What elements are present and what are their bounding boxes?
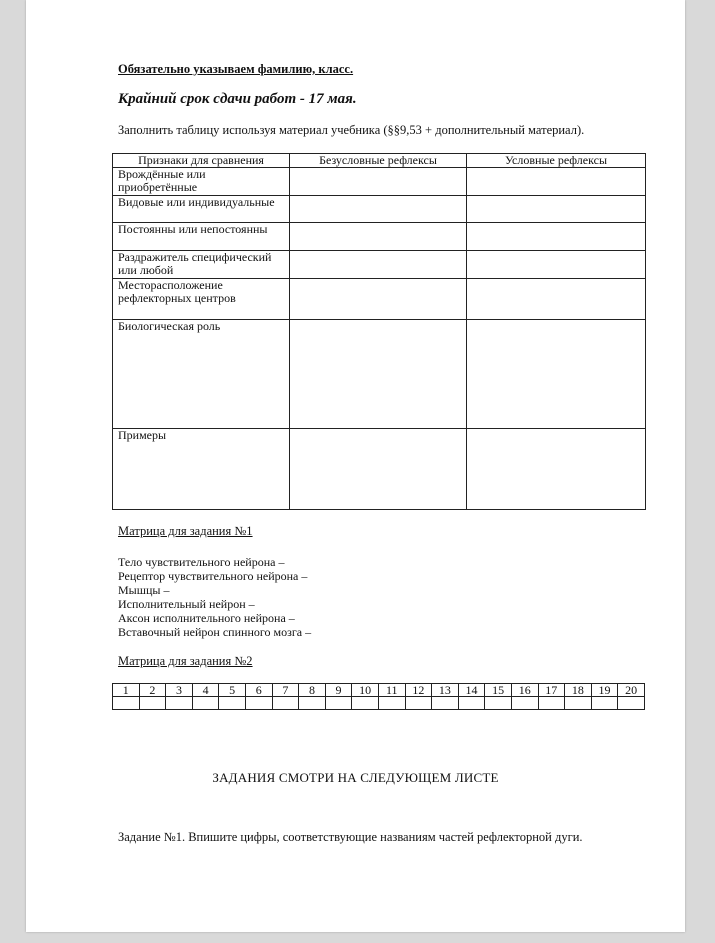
row-label: Постоянны или непостоянны bbox=[113, 223, 290, 251]
required-note: Обязательно указываем фамилию, класс. bbox=[118, 62, 354, 76]
grid-number: 7 bbox=[272, 684, 299, 697]
grid-answer-cell[interactable] bbox=[139, 697, 166, 710]
answer-cell[interactable] bbox=[290, 196, 467, 223]
row-label: Видовые или индивидуальные bbox=[113, 196, 290, 223]
list-item: Мышцы – bbox=[118, 583, 170, 597]
row-label: Примеры bbox=[113, 429, 290, 510]
answer-cell[interactable] bbox=[290, 251, 467, 279]
grid-answer-cell[interactable] bbox=[618, 697, 645, 710]
grid-answer-cell[interactable] bbox=[192, 697, 219, 710]
list-item: Вставочный нейрон спинного мозга – bbox=[118, 625, 312, 639]
table-row bbox=[113, 168, 646, 196]
table-row bbox=[113, 223, 646, 251]
answer-cell[interactable] bbox=[467, 320, 646, 429]
answer-cell[interactable] bbox=[467, 196, 646, 223]
grid-number: 14 bbox=[458, 684, 485, 697]
grid-answer-cell[interactable] bbox=[511, 697, 538, 710]
grid-answer-cell[interactable] bbox=[245, 697, 272, 710]
grid-answer-cell[interactable] bbox=[113, 697, 140, 710]
grid-answer-cell[interactable] bbox=[591, 697, 618, 710]
grid-number-row bbox=[113, 684, 645, 697]
answer-cell[interactable] bbox=[467, 429, 646, 510]
grid-number: 2 bbox=[139, 684, 166, 697]
grid-answer-cell[interactable] bbox=[538, 697, 565, 710]
answer-cell[interactable] bbox=[290, 320, 467, 429]
table-row bbox=[113, 320, 646, 429]
list-item: Рецептор чувствительного нейрона – bbox=[118, 569, 308, 583]
answer-cell[interactable] bbox=[290, 279, 467, 320]
answer-cell[interactable] bbox=[290, 223, 467, 251]
row-label: Врождённые или приобретённые bbox=[113, 168, 290, 196]
grid-number: 18 bbox=[565, 684, 592, 697]
grid-answer-cell[interactable] bbox=[405, 697, 432, 710]
grid-number: 11 bbox=[378, 684, 405, 697]
answer-cell[interactable] bbox=[467, 251, 646, 279]
answer-cell[interactable] bbox=[290, 429, 467, 510]
answer-cell[interactable] bbox=[467, 279, 646, 320]
table-row bbox=[113, 251, 646, 279]
grid-answer-cell[interactable] bbox=[299, 697, 326, 710]
table-header-row bbox=[113, 154, 646, 168]
matrix1-list bbox=[118, 555, 311, 639]
grid-number: 17 bbox=[538, 684, 565, 697]
grid-number: 20 bbox=[618, 684, 645, 697]
grid-number: 16 bbox=[511, 684, 538, 697]
grid-number: 8 bbox=[299, 684, 326, 697]
grid-number: 15 bbox=[485, 684, 512, 697]
list-item: Тело чувствительного нейрона – bbox=[118, 555, 285, 569]
answer-cell[interactable] bbox=[290, 168, 467, 196]
grid-number: 1 bbox=[113, 684, 140, 697]
answer-cell[interactable] bbox=[467, 223, 646, 251]
matrix2-title: Матрица для задания №2 bbox=[118, 654, 253, 668]
grid-answer-cell[interactable] bbox=[485, 697, 512, 710]
grid-number: 9 bbox=[325, 684, 352, 697]
grid-number: 10 bbox=[352, 684, 379, 697]
table-row bbox=[113, 279, 646, 320]
table-row bbox=[113, 196, 646, 223]
row-label: Месторасположение рефлекторных центров bbox=[113, 279, 290, 320]
answer-grid bbox=[112, 683, 645, 710]
grid-number: 19 bbox=[591, 684, 618, 697]
grid-answer-row bbox=[113, 697, 645, 710]
document-page bbox=[26, 0, 685, 932]
list-item: Исполнительный нейрон – bbox=[118, 597, 255, 611]
grid-answer-cell[interactable] bbox=[352, 697, 379, 710]
table-row bbox=[113, 429, 646, 510]
grid-answer-cell[interactable] bbox=[565, 697, 592, 710]
grid-answer-cell[interactable] bbox=[458, 697, 485, 710]
column-header: Безусловные рефлексы bbox=[290, 154, 467, 168]
grid-number: 5 bbox=[219, 684, 246, 697]
grid-number: 4 bbox=[192, 684, 219, 697]
deadline-heading: Крайний срок сдачи работ - 17 мая. bbox=[118, 91, 357, 107]
column-header: Признаки для сравнения bbox=[113, 154, 290, 168]
grid-answer-cell[interactable] bbox=[378, 697, 405, 710]
list-item: Аксон исполнительного нейрона – bbox=[118, 611, 295, 625]
instruction-text: Заполнить таблицу используя материал учебника (§§9,53 + дополнительный материал). bbox=[118, 123, 585, 137]
grid-number: 6 bbox=[245, 684, 272, 697]
next-page-notice: ЗАДАНИЯ СМОТРИ НА СЛЕДУЮЩЕМ ЛИСТЕ bbox=[212, 770, 499, 785]
task1-text: Задание №1. Впишите цифры, соответствующие названиям частей рефлекторной дуги. bbox=[118, 830, 583, 844]
comparison-table bbox=[112, 153, 646, 510]
grid-answer-cell[interactable] bbox=[219, 697, 246, 710]
grid-number: 12 bbox=[405, 684, 432, 697]
row-label: Раздражитель специфический или любой bbox=[113, 251, 290, 279]
matrix1-title: Матрица для задания №1 bbox=[118, 524, 253, 538]
grid-number: 13 bbox=[432, 684, 459, 697]
grid-answer-cell[interactable] bbox=[432, 697, 459, 710]
grid-answer-cell[interactable] bbox=[166, 697, 193, 710]
grid-answer-cell[interactable] bbox=[325, 697, 352, 710]
column-header: Условные рефлексы bbox=[467, 154, 646, 168]
grid-answer-cell[interactable] bbox=[272, 697, 299, 710]
grid-number: 3 bbox=[166, 684, 193, 697]
answer-cell[interactable] bbox=[467, 168, 646, 196]
row-label: Биологическая роль bbox=[113, 320, 290, 429]
